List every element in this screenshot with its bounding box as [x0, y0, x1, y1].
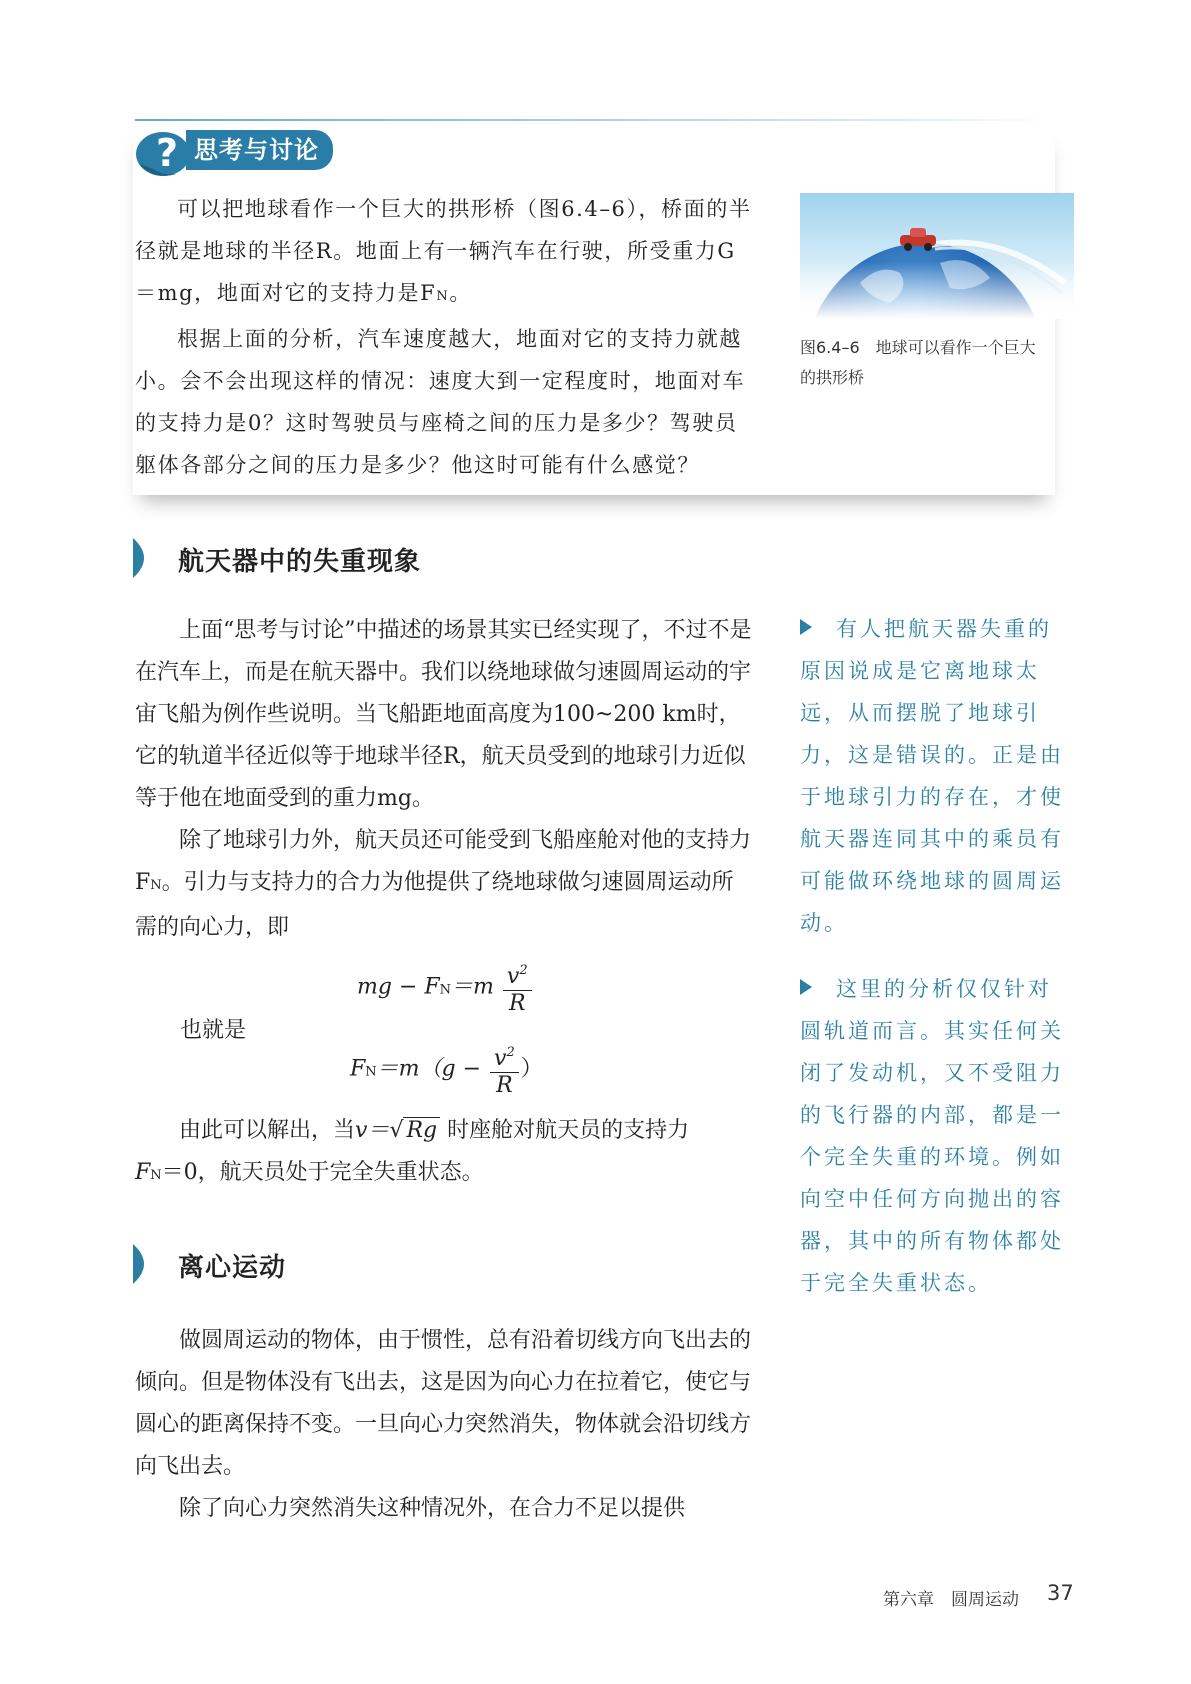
figure-caption: 图6.4–6 地球可以看作一个巨大的拱形桥 [800, 338, 1036, 387]
formula-centripetal: mg − FN＝m $\frac{v^2}{R}$ [357, 958, 534, 1017]
section-title-centrifugal: 离心运动 [178, 1253, 287, 1283]
section1-para-3: 由此可以解出，当v＝√ Rg 时座舱对航天员的支持力 [179, 1118, 690, 1143]
note-arrow-icon [800, 619, 812, 635]
margin-note-1: 有人把航天器失重的原因说成是它离地球太远，从而摆脱了地球引力，这是错误的。正是由于地球引力的存在，才使航天器连同其中的乘员有可能做环绕地球的圆周运动。 [800, 617, 1064, 935]
think-para-1: 可以把地球看作一个巨大的拱形桥（图6.4–6），桥面的半径就是地球的半径R。地面上有一辆汽车在行驶，所受重力G＝mg，地面对它的支持力是FN。 [135, 197, 752, 305]
also-text: 也就是 [180, 1018, 247, 1043]
chapter-footer: 第六章 圆周运动 [883, 1590, 1019, 1610]
think-discuss-title: 思考与讨论 [186, 130, 333, 170]
think-discuss-text [135, 188, 755, 486]
page-number: 37 [1047, 1581, 1074, 1605]
section2-para-1: 做圆周运动的物体，由于惯性，总有沿着切线方向飞出去的倾向。但是物体没有飞出去，这是因为向心力在拉着它，使它与圆心的距离保持不变。一旦向心力突然消失，物体就会沿切线方向飞出去。 [135, 1328, 752, 1479]
section1-body [135, 610, 755, 949]
earth-arch-bridge-figure [800, 193, 1074, 319]
think-para-2: 根据上面的分析，汽车速度越大，地面对它的支持力就越小。会不会出现这样的情况：速度大到一定程度时，地面对车的支持力是0？这时驾驶员与座椅之间的压力是多少？驾驶员躯体各部分之间的压力是多少？他这时可能有什么感觉？ [135, 327, 746, 477]
section1-para-1: 上面“思考与讨论”中描述的场景其实已经实现了，不过不是在汽车上，而是在航天器中。我们以绕地球做匀速圆周运动的宇宙飞船为例作些说明。当飞船距地面高度为100~200 km时，它的轨道半径近似等于地球半径R，航天员受到的地球引力近似等于他在地面受到的重力mg。 [135, 618, 752, 811]
section1-para-2: 除了地球引力外，航天员还可能受到飞船座舱对他的支持力FN。引力与支持力的合力为他提供了绕地球做匀速圆周运动所需的向心力，即 [135, 828, 752, 940]
section-marker-icon [133, 538, 155, 578]
section-title-weightlessness: 航天器中的失重现象 [178, 547, 422, 577]
section2-body [135, 1320, 755, 1530]
section1-solution [135, 1110, 775, 1197]
section1-para-4: FN＝0，航天员处于完全失重状态。 [135, 1160, 484, 1185]
formula-support-force: FN＝m（g − $\frac{v^2}{R}$ ） [350, 1040, 543, 1099]
margin-note-2: 这里的分析仅仅针对圆轨道而言。其实任何关闭了发动机，又不受阻力的飞行器的内部，都是一个完全失重的环境。例如向空中任何方向抛出的容器，其中的所有物体都处于完全失重状态。 [800, 977, 1064, 1295]
note-arrow-icon [800, 979, 812, 995]
top-rule [135, 119, 1055, 121]
svg-text:?: ? [156, 131, 179, 175]
sqrt-icon: √ [389, 1118, 404, 1143]
section-marker-icon [133, 1244, 155, 1284]
section2-para-2: 除了向心力突然消失这种情况外，在合力不足以提供 [179, 1496, 686, 1521]
